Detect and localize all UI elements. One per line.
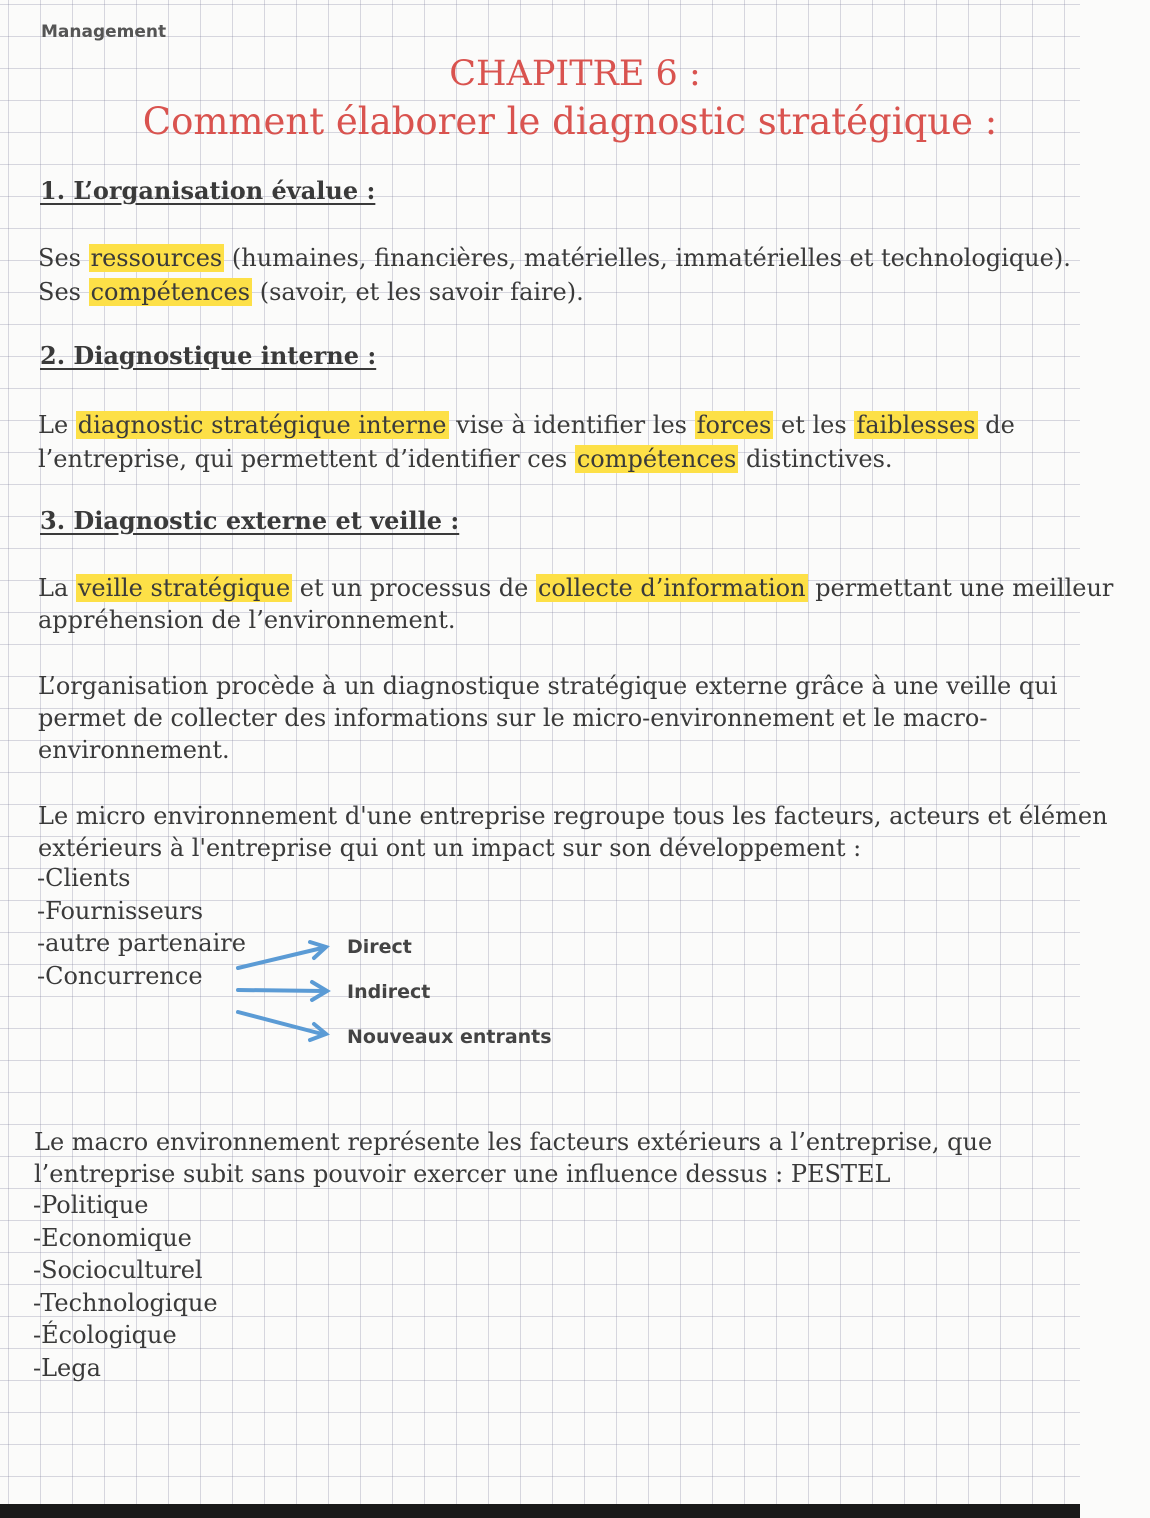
section3-p4-line2: l’entreprise subit sans pouvoir exercer une influence dessus : PESTEL bbox=[34, 1160, 891, 1188]
list-item: -Fournisseurs bbox=[37, 896, 204, 925]
section2-line1: Le diagnostic stratégique interne vise à identifier les forces et les faiblesses de bbox=[38, 411, 1015, 439]
section1-line2: Ses compétences (savoir, et les savoir faire). bbox=[38, 278, 584, 306]
highlight: veille stratégique bbox=[77, 574, 291, 602]
list-item: -Politique bbox=[33, 1191, 149, 1219]
chapter-title: Comment élaborer le diagnostic stratégique : bbox=[142, 100, 998, 143]
highlight: compétences bbox=[90, 278, 251, 306]
subject-label: Management bbox=[41, 22, 167, 42]
section1-heading: 1. L’organisation évalue : bbox=[40, 176, 376, 205]
arrows-icon bbox=[230, 930, 340, 1045]
list-item: -Concurrence bbox=[37, 961, 203, 990]
list-item: -autre partenaire bbox=[37, 929, 246, 957]
section3-heading: 3. Diagnostic externe et veille : bbox=[40, 506, 460, 535]
section3-p1-line2: appréhension de l’environnement. bbox=[38, 606, 456, 634]
list-item: -Technologique bbox=[33, 1288, 218, 1317]
pestel-list bbox=[33, 1189, 218, 1384]
section3-p2-line1: L’organisation procède à un diagnostique stratégique externe grâce à une veille qui bbox=[38, 672, 1058, 700]
highlight: collecte d’information bbox=[537, 574, 806, 602]
list-item: -Clients bbox=[37, 864, 131, 892]
section3-p3-line1: Le micro environnement d'une entreprise regroupe tous les facteurs, acteurs et élémen bbox=[38, 802, 1108, 830]
list-item: -Economique bbox=[33, 1223, 192, 1252]
section2-line2: l’entreprise, qui permettent d’identifier ces compétences distinctives. bbox=[38, 445, 893, 473]
highlight: faiblesses bbox=[856, 411, 976, 439]
list-item: -Lega bbox=[33, 1353, 101, 1382]
section3-p3-line2: extérieurs à l'entreprise qui ont un impact sur son développement : bbox=[38, 834, 862, 862]
section3-p1-line1: La veille stratégique et un processus de collecte d’information permettant une meilleur bbox=[38, 574, 1114, 602]
section2-heading: 2. Diagnostique interne : bbox=[40, 341, 377, 370]
list-item: -Écologique bbox=[33, 1321, 177, 1349]
page-bottom-edge bbox=[0, 1504, 1080, 1518]
highlight: diagnostic stratégique interne bbox=[77, 411, 447, 439]
section3-p4-line1: Le macro environnement représente les facteurs extérieurs a l’entreprise, que bbox=[34, 1128, 993, 1156]
list-item: -Socioculturel bbox=[33, 1256, 203, 1284]
highlight: forces bbox=[696, 411, 772, 439]
section1-line1: Ses ressources (humaines, financières, matérielles, immatérielles et technologique). bbox=[38, 244, 1071, 272]
highlight: compétences bbox=[576, 445, 737, 473]
highlight: ressources bbox=[90, 244, 223, 272]
section3-p2-line3: environnement. bbox=[38, 736, 230, 764]
micro-environment-list bbox=[37, 862, 246, 992]
chapter-number: CHAPITRE 6 : bbox=[449, 54, 701, 94]
competition-indirect: Indirect bbox=[347, 981, 431, 1003]
competition-direct: Direct bbox=[347, 936, 412, 958]
section3-p2-line2: permet de collecter des informations sur le micro-environnement et le macro- bbox=[38, 704, 988, 732]
competition-new-entrants: Nouveaux entrants bbox=[347, 1026, 552, 1048]
